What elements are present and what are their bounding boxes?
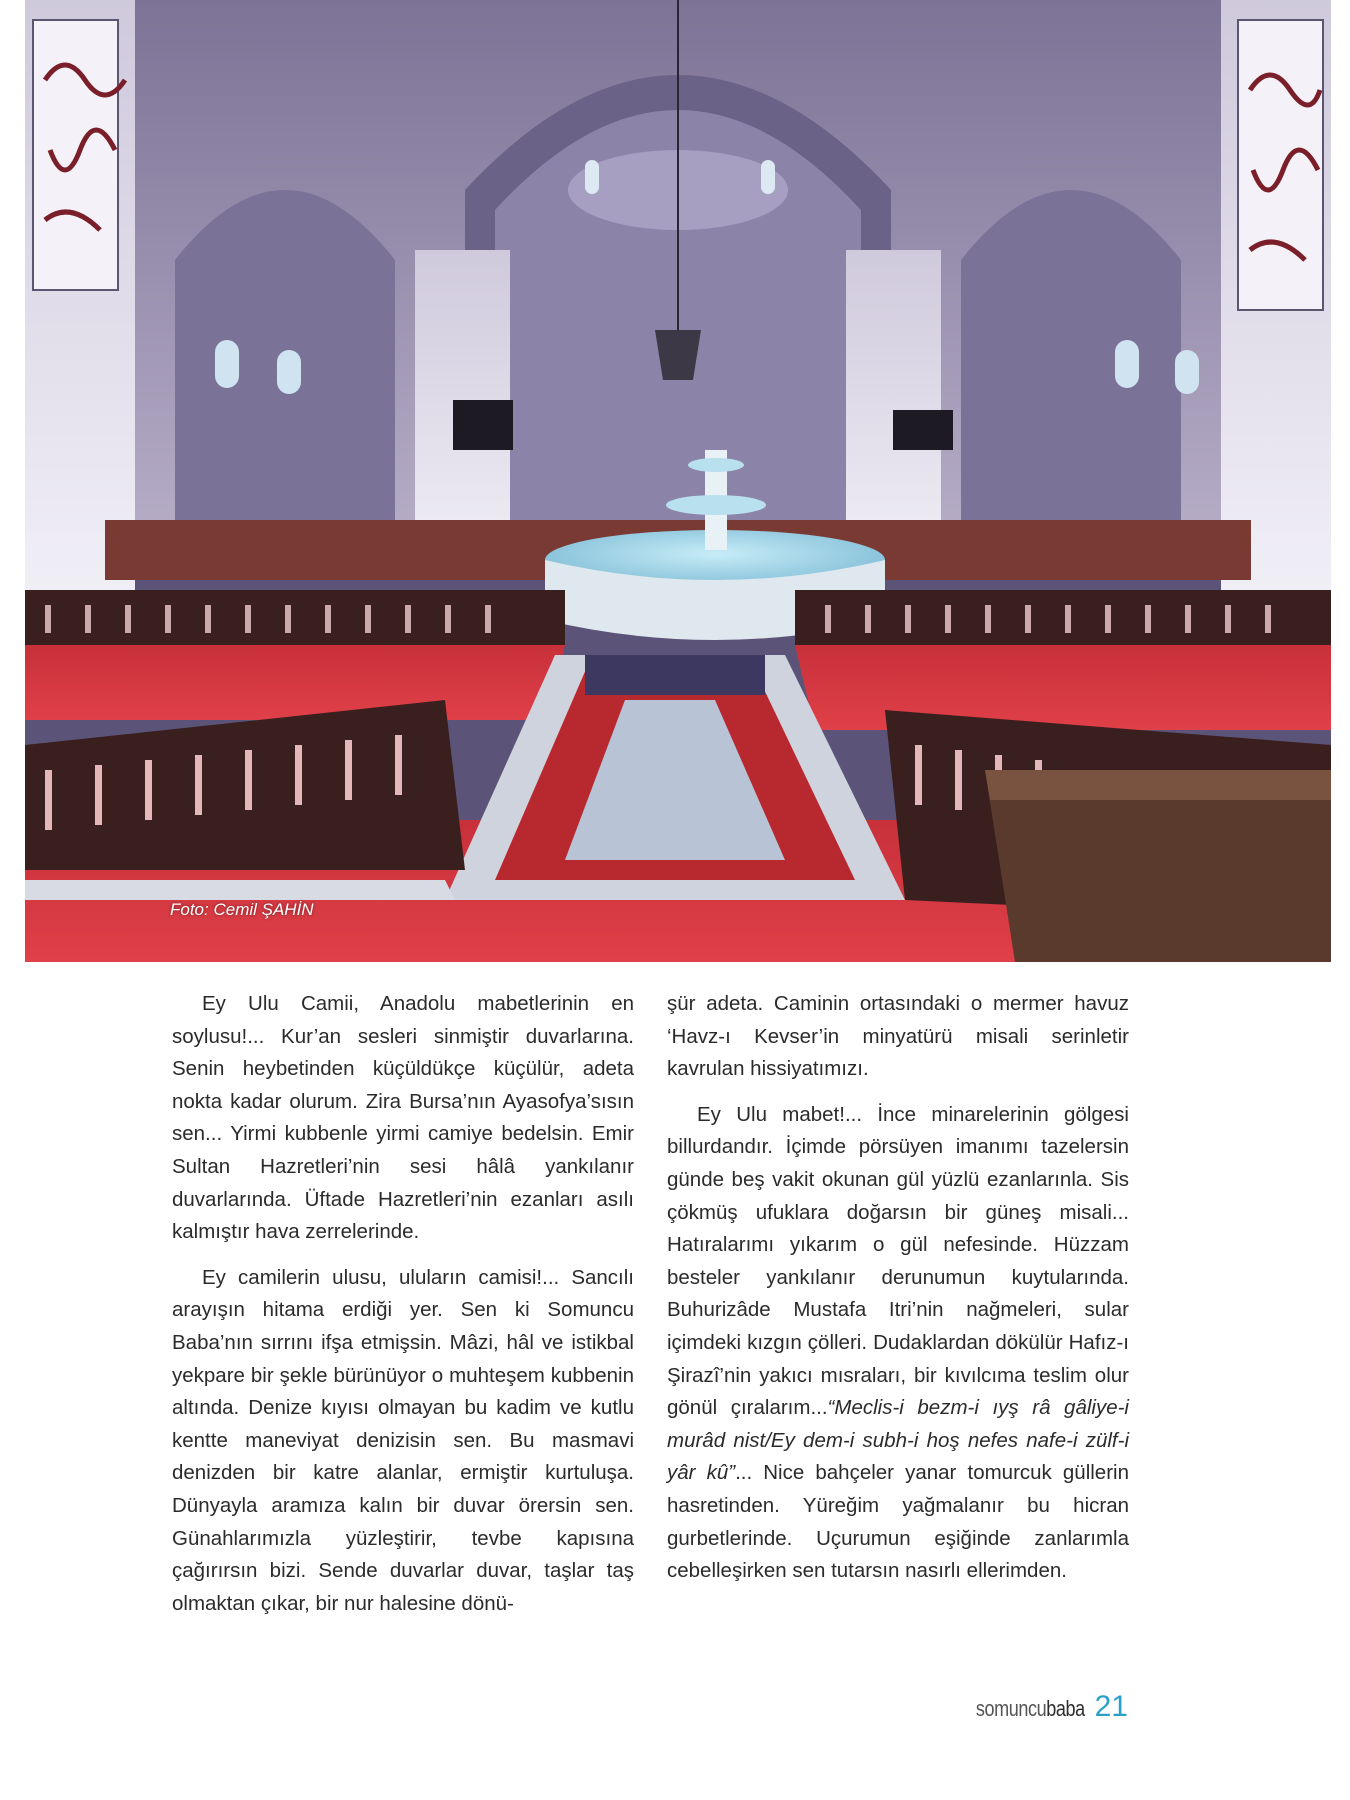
paragraph-text: ... Nice bahçeler yanar tomurcuk güllerin hasretinden. Yüreğim yağmalanır bu hicran gurbetlerinde. Uçurumun eşiğinde zanlarımla cebelleşirken sen tutarsın nasırlı ellerimden. [667,1461,1129,1583]
article-column-right [667,988,1129,1601]
paragraph-text: Ey Ulu mabet!... İnce minarelerinin gölgesi billurdandır. İçimde pörsüyen imanımı tazelersin günde beş vakit okunan gül yüzlü ezanlarınla. Sis çökmüş ufuklara doğarsın bir güneş misali... Hatıralarımı yıkarım o gül nefesinde. Hüzzam besteler yankılanır derunumun kuytularında. Buhurizâde Mustafa Itri’nin nağmeleri, sular içimdeki kızgın çölleri. Dudaklardan dökülür Hafız-ı Şirazî’nin yakıcı mısraları, bir kıvılcıma teslim olur gönül çıralarım... [667,1102,1129,1420]
paragraph [667,1099,1129,1588]
mosque-illustration [25,0,1331,962]
magazine-logo [976,1696,1085,1722]
page-number: 21 [1094,1690,1128,1723]
logo-text: somuncu [975,1696,1047,1721]
paragraph: Ey Ulu Camii, Anadolu mabetlerinin en soylusu!... Kur’an sesleri sinmiştir duvarlarına. Senin heybetinden küçüldükçe küçülür, adeta nokta kadar olurum. Zira Bursa’nın Ayasofya’sısın sen... Yirmi kubbenle yirmi camiye bedelsin. Emir Sultan Hazretleri’nin sesi hâlâ yankılanır duvarlarında. Üftade Hazretleri’nin ezanları asılı kalmıştır hava zerrelerinde. [172,992,634,1244]
logo-text-bold: baba [1046,1696,1085,1721]
mosque-interior-photo [25,0,1331,962]
article-column-left [172,988,634,1633]
poem-quote: “Meclis-i bezm-i ıyş râ gâliye-i murâd nist/Ey dem-i subh-i hoş nefes nafe-i zülf-i yâr kû” [667,1396,1129,1485]
photo-credit: Foto: Cemil ŞAHİN [170,900,314,919]
paragraph: Ey camilerin ulusu, uluların camisi!... Sancılı arayışın hitama erdiği yer. Sen ki Somuncu Baba’nın sırrını ifşa etmişsin. Mâzi, hâl ve istikbal yekpare bir şekle bürünüyor o muhteşem kubbenin altında. Denize kıyısı olmayan bu kadim ve kutlu kentte maneviyat denizisin sen. Bu masmavi denizden bir katre alanlar, ermiştir kurtuluşa. Dünyayla aramıza kalın bir duvar örersin sen. Günahlarımızla yüzleştirir, tevbe kapısına çağırırsın bizi. Sende duvarlar duvar, taşlar taş olmaktan çıkar, bir nur halesine dönü- [172,1265,634,1615]
paragraph: şür adeta. Caminin ortasındaki o mermer havuz ‘Havz-ı Kevser’in minyatürü misali serinletir kavrulan hissiyatımızı. [667,992,1129,1081]
page-footer [952,1690,1128,1724]
